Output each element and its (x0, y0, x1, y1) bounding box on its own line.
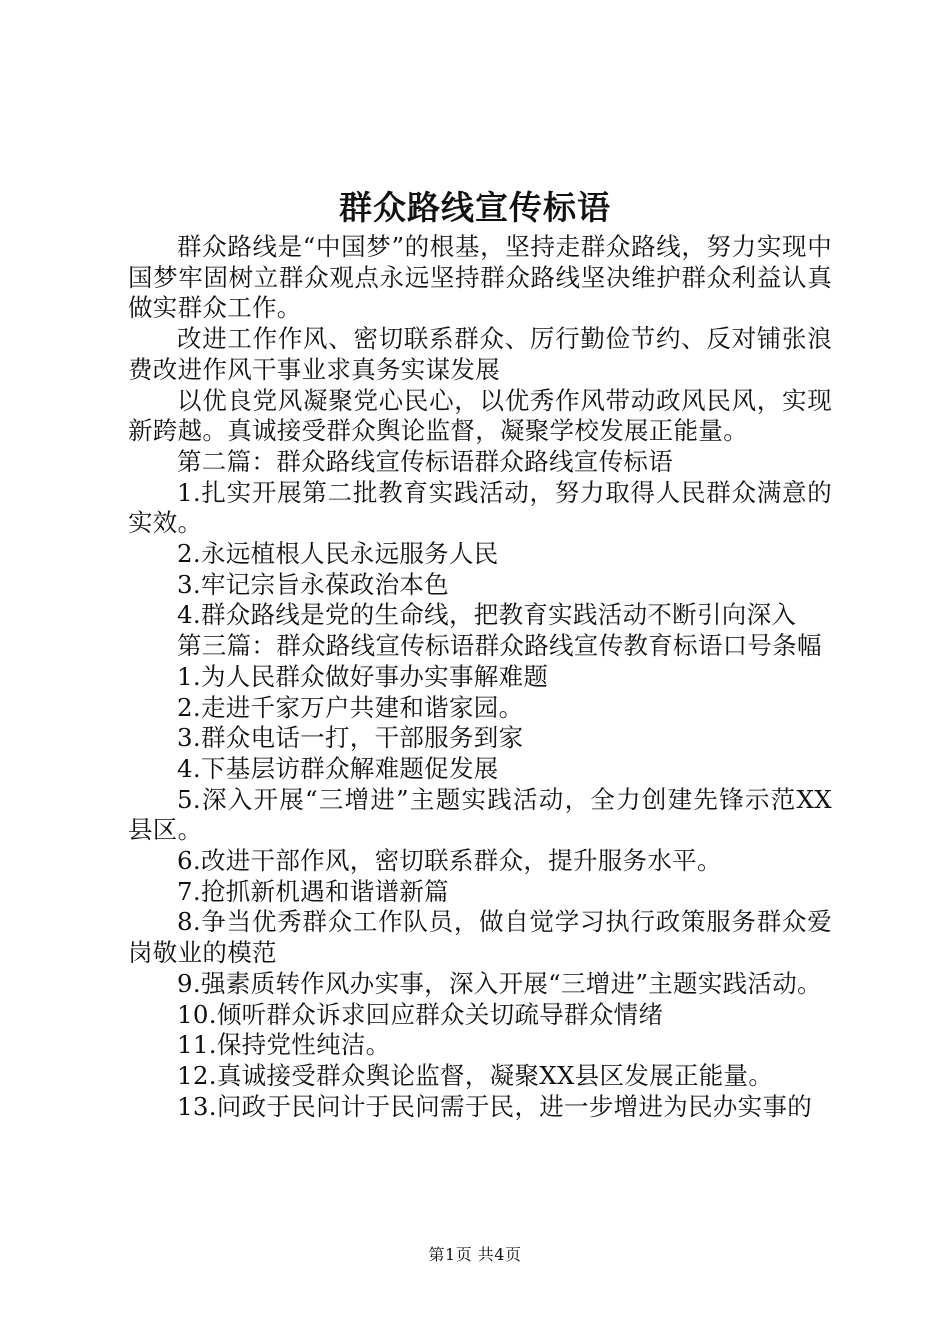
document-body (128, 232, 832, 1122)
list-item: 3.群众电话一打，干部服务到家 (177, 723, 524, 753)
list-item: 13.问政于民问计于民问需于民，进一步增进为民办实事的 (177, 1091, 813, 1121)
list-item: 4.群众路线是党的生命线，把教育实践活动不断引向深入 (177, 600, 797, 630)
list-item: 11.保持党性纯洁。 (177, 1030, 391, 1060)
paragraph: 以优良党风凝聚党心民心，以优秀作风带动政风民风，实现新跨越。真诚接受群众舆论监督，凝聚学校发展正能量。 (128, 385, 832, 446)
list-item: 5.深入开展“三增进”主题实践活动，全力创建先锋示范XX县区。 (128, 784, 832, 845)
paragraph: 群众路线是“中国梦”的根基，坚持走群众路线，努力实现中国梦牢固树立群众观点永远坚持群众路线坚决维护群众利益认真做实群众工作。 (128, 232, 832, 323)
list-item: 8.争当优秀群众工作队员，做自觉学习执行政策服务群众爱岗敬业的模范 (128, 907, 832, 968)
list-item: 12.真诚接受群众舆论监督，凝聚XX县区发展正能量。 (177, 1060, 774, 1090)
section-heading: 第三篇：群众路线宣传标语群众路线宣传教育标语口号条幅 (177, 631, 822, 661)
list-item: 2.永远植根人民永远服务人民 (177, 539, 499, 569)
list-item: 7.抢抓新机遇和谐谱新篇 (177, 876, 449, 906)
list-item: 1.扎实开展第二批教育实践活动，努力取得人民群众满意的实效。 (128, 477, 832, 538)
list-item: 10.倾听群众诉求回应群众关切疏导群众情绪 (177, 999, 664, 1029)
list-item: 3.牢记宗旨永葆政治本色 (177, 569, 449, 599)
paragraph: 改进工作作风、密切联系群众、厉行勤俭节约、反对铺张浪费改进作风干事业求真务实谋发展 (128, 324, 832, 384)
section-heading: 第二篇：群众路线宣传标语群众路线宣传标语 (177, 446, 673, 476)
list-item: 4.下基层访群众解难题促发展 (177, 753, 499, 783)
list-item: 6.改进干部作风，密切联系群众，提升服务水平。 (177, 846, 722, 876)
list-item: 1.为人民群众做好事办实事解难题 (177, 661, 549, 691)
list-item: 2.走进千家万户共建和谐家园。 (177, 692, 524, 722)
list-item: 9.强素质转作风办实事，深入开展“三增进”主题实践活动。 (177, 968, 822, 998)
page-number: 第1页 共4页 (428, 1245, 522, 1264)
document-title: 群众路线宣传标语 (339, 188, 611, 227)
